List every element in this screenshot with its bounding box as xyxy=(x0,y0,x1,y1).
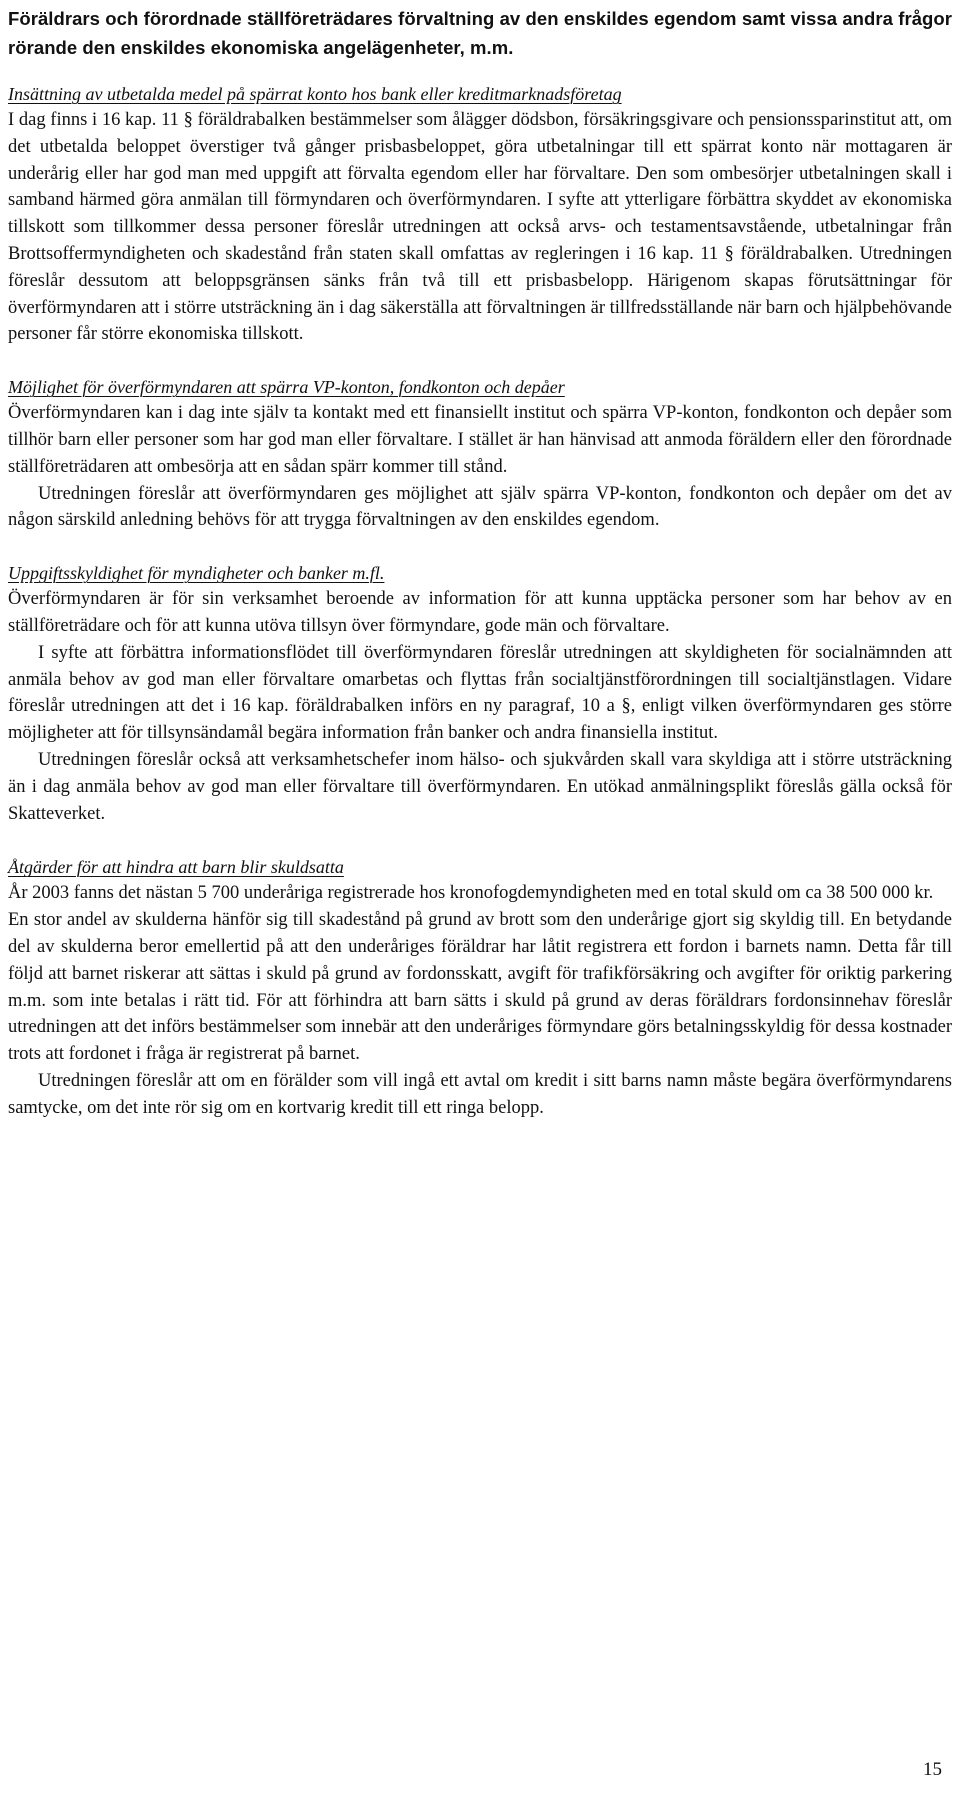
page-number: 15 xyxy=(923,1759,942,1780)
paragraph: I dag finns i 16 kap. 11 § föräldrabalken bestämmelser som ålägger dödsbon, försäkringsgivare och pensionssparinstitut att, om det utbetalda beloppet överstiger två gånger prisbasbeloppet, göra utbetalningar till ett spärrat konto när mottagaren är underårig eller har god man med uppgift att förvalta egendom eller har förvaltare. Den som ombesörjer utbetalningen skall i samband härmed göra anmälan till förmyndaren och överförmyndaren. I syfte att ytterligare förbättra skyddet av ekonomiska tillskott som tillkommer dessa personer föreslår utredningen att också arvs- och testamentsavstående, utbetalningar från Brottsoffermyndigheten och skadestånd från staten skall omfattas av regleringen i 16 kap. 11 § föräldrabalken. Utredningen föreslår dessutom att beloppsgränsen sänks från två till ett prisbasbelopp. Härigenom skapas förutsättningar för överförmyndaren att i större utsträckning än i dag säkerställa att förvaltningen är tillfredsställande när barn och hjälpbehövande personer får större ekonomiska tillskott. xyxy=(8,110,952,345)
paragraph: Utredningen föreslår också att verksamhetschefer inom hälso- och sjukvården skall vara skyldiga att i större utsträckning än i dag anmäla behov av god man eller förvaltare till överförmyndaren. En utökad anmälningsplikt föreslås gälla också för Skatteverket. xyxy=(8,749,952,824)
paragraph: En stor andel av skulderna hänför sig till skadestånd på grund av brott som den underårige gjort sig skyldig till. En betydande del av skulderna beror emellertid på att den underåriges föräldrar har låtit registrera ett fordon i barnets namn. Detta får till följd att barnet riskerar att sättas i skuld på grund av fordonsskatt, avgift för trafikförsäkring och avgifter för oriktig parkering m.m. som inte betalas i rätt tid. För att förhindra att barn sätts i skuld på grund av deras föräldrars fordonsinnehav föreslår utredningen att det införs bestämmelser som innebär att den underåriges förmyndare görs betalningsskyldig för dessa kostnader trots att fordonet i fråga är registrerat på barnet. xyxy=(8,910,952,1065)
paragraph: I syfte att förbättra informationsflödet till överförmyndaren föreslår utredningen att skyldigheten för socialnämnden att anmäla behov av god man eller förvaltare omarbetas och flyttas från socialtjänstförordningen till socialtjänstlagen. Vidare föreslår utredningen att det i 16 kap. föräldrabalken införs en ny paragraf, 10 a §, enligt vilken överförmyndaren ges större möjligheter att för tillsynsändamål begära information från banker och andra finansiella institut. xyxy=(8,642,952,744)
section-title-child-debt: Åtgärder för att hindra att barn blir skuldsatta xyxy=(8,857,344,878)
section-reporting-duty xyxy=(8,560,952,827)
section-title-blocked-account: Insättning av utbetalda medel på spärrat konto hos bank eller kreditmarknadsföretag xyxy=(8,84,622,104)
paragraph: Utredningen föreslår att om en förälder som vill ingå ett avtal om kredit i sitt barns namn måste begära överförmyndarens samtycke, om det inte rör sig om en kortvarig kredit till ett ringa belopp. xyxy=(8,1070,952,1118)
section-vp-accounts xyxy=(8,374,952,534)
section-child-debt xyxy=(8,854,952,1121)
document-page xyxy=(8,0,952,1799)
paragraph: Överförmyndaren är för sin verksamhet beroende av information för att kunna upptäcka personer som har behov av en ställföreträdare och för att kunna utöva tillsyn över förmyndare, gode män och förvaltare. xyxy=(8,589,952,636)
paragraph: År 2003 fanns det nästan 5 700 underåriga registrerade hos kronofogdemyndigheten med en total skuld om ca 38 500 000 kr. xyxy=(8,883,934,904)
page-heading: Föräldrars och förordnade ställföreträdares förvaltning av den enskildes egendom samt vissa andra frågor rörande den enskildes ekonomiska angelägenheter, m.m. xyxy=(8,8,952,58)
paragraph: Överförmyndaren kan i dag inte själv ta kontakt med ett finansiellt institut och spärra VP-konton, fondkonton och depåer som tillhör barn eller personer som har god man eller förvaltare. I stället är han hänvisad att anmoda föräldern eller den förordnade ställföreträdaren att ombesörja att en sådan spärr kommer till stånd. xyxy=(8,403,952,477)
paragraph: Utredningen föreslår att överförmyndaren ges möjlighet att själv spärra VP-konton, fondkonton och depåer om det av någon särskild anledning behövs för att trygga förvaltningen av den enskildes egendom. xyxy=(8,483,952,531)
section-title-reporting-duty: Uppgiftsskyldighet för myndigheter och banker m.fl. xyxy=(8,563,385,584)
section-title-vp-accounts: Möjlighet för överförmyndaren att spärra VP-konton, fondkonton och depåer xyxy=(8,377,565,398)
section-blocked-account xyxy=(8,81,952,348)
